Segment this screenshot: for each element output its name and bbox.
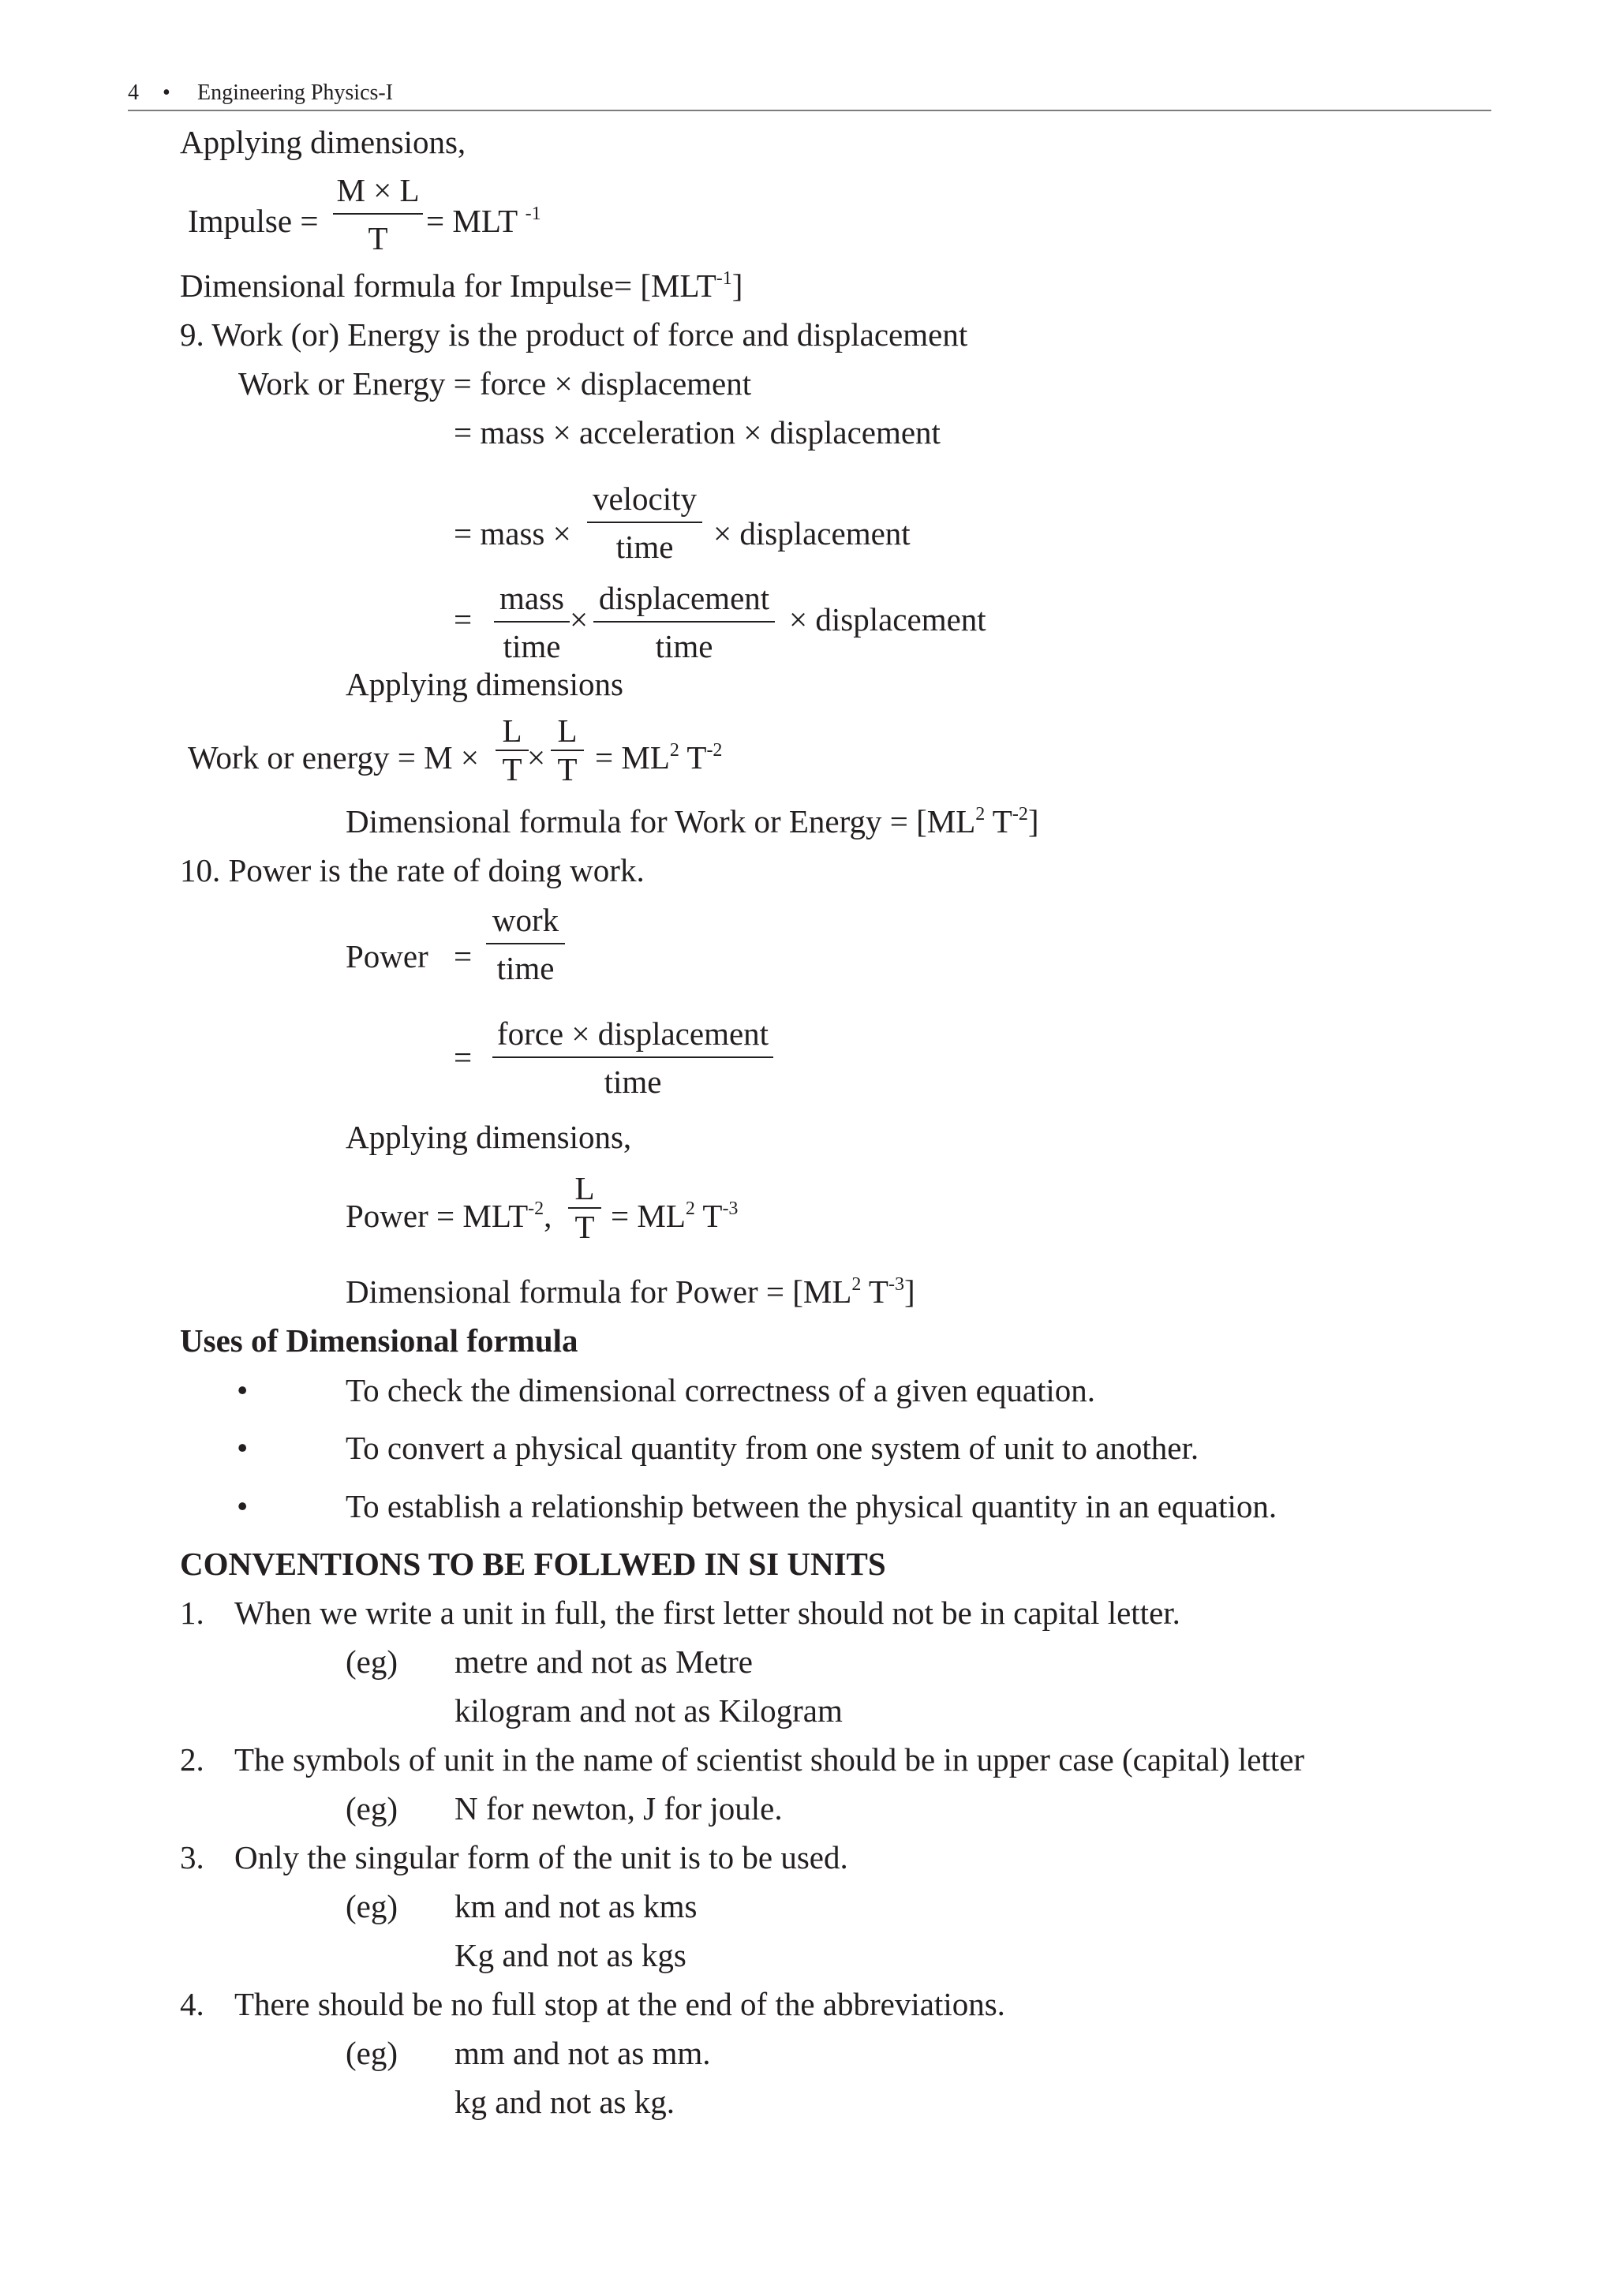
work-line-3-pre: = mass × [454,515,571,552]
work-heading: 9. Work (or) Energy is the product of force and displacement [180,316,968,353]
t-denominator: T [557,751,578,787]
work-line-4-post: × displacement [789,601,986,638]
times-sign: × [527,739,546,776]
list-item: When we write a unit in full, the first letter should not be in capital letter. [234,1595,1180,1631]
example-text: km and not as kms [454,1888,698,1924]
velocity-over-time [587,483,702,563]
list-item-number: 3. [180,1839,204,1875]
mass-numerator: mass [494,582,570,623]
work-applying-dimensions: Applying dimensions [346,666,623,702]
eg-label: (eg) [346,2035,398,2071]
header-bullet: • [163,80,170,105]
list-item: To establish a relationship between the physical quantity in an equation. [346,1488,1277,1524]
eg-label: (eg) [346,1790,398,1827]
example-text: Kg and not as kgs [454,1937,686,1973]
eg-label: (eg) [346,1888,398,1924]
example-text: kg and not as kg. [454,2084,675,2120]
force-displacement-over-time [492,1015,773,1100]
list-item-number: 4. [180,1986,204,2022]
impulse-intro: Applying dimensions, [180,124,466,160]
work-line-1: Work or Energy = force × displacement [238,365,752,402]
list-item: There should be no full stop at the end of the abbreviations. [234,1986,1005,2022]
displacement-numerator: displacement [593,582,775,623]
example-text: mm and not as mm. [454,2035,711,2071]
time-denominator: time [604,1064,662,1100]
list-item: The symbols of unit in the name of scientist should be in upper case (capital) letter [234,1741,1305,1778]
power-heading: 10. Power is the rate of doing work. [180,852,645,888]
l-numerator: L [551,715,584,751]
example-text: N for newton, J for joule. [454,1790,783,1827]
force-displacement-numerator: force × displacement [492,1018,773,1058]
l-over-t [568,1172,601,1243]
work-line-2: = mass × acceleration × displacement [454,414,941,451]
power-applying-dimensions: Applying dimensions, [346,1119,632,1155]
velocity-numerator: velocity [587,483,702,523]
impulse-denominator: T [368,220,388,256]
example-text: kilogram and not as Kilogram [454,1692,843,1729]
l-over-t-2 [551,712,584,787]
displacement-over-time [593,582,775,663]
list-item-number: 2. [180,1741,204,1778]
time-denominator: time [655,628,713,664]
t-denominator: T [502,751,522,787]
l-numerator: L [496,715,529,751]
power-equals-2: = [454,1039,473,1075]
list-item: To check the dimensional correctness of a given equation. [346,1372,1096,1408]
example-text: metre and not as Metre [454,1643,753,1680]
l-numerator: L [568,1172,601,1209]
mass-over-time [494,582,570,663]
impulse-rhs: = MLT $^{-1}$ [426,203,541,239]
list-item: To convert a physical quantity from one system of unit to another. [346,1430,1199,1466]
work-dim-lhs: Work or energy = M × [188,739,479,776]
time-denominator: time [615,529,674,565]
list-bullet: • [237,1372,249,1408]
work-dim-rhs: = $ML^2$ $T^{-2}$ [595,739,723,776]
work-over-time [486,904,565,985]
impulse-lhs: Impulse = [188,203,319,239]
work-dimensional-formula: Dimensional formula for Work or Energy = [$ML^2$ $T^{-2}$] [346,803,1039,839]
list-bullet: • [237,1488,249,1524]
list-bullet: • [237,1430,249,1466]
power-dim-rhs: = $ML^2$ $T^{-3}$ [611,1198,739,1234]
work-line-4-eq: = [454,601,473,638]
work-numerator: work [486,904,565,944]
impulse-dimensional-formula: Dimensional formula for Impulse= $[MLT^{-1}]$ [180,267,743,304]
list-item: Only the singular form of the unit is to be used. [234,1839,848,1875]
eg-label: (eg) [346,1643,398,1680]
conventions-heading: CONVENTIONS TO BE FOLLWED IN SI UNITS [180,1546,886,1582]
power-dim-lhs: Power = $MLT^{-2}$, [346,1198,552,1234]
uses-heading: Uses of Dimensional formula [180,1322,578,1359]
power-lhs: Power [346,938,428,974]
page-number: 4 [128,80,139,105]
power-equals: = [454,938,473,974]
impulse-numerator: M × L [333,174,423,215]
list-item-number: 1. [180,1595,204,1631]
time-denominator: time [496,950,555,986]
impulse-fraction [333,174,423,255]
book-title: Engineering Physics-I [197,80,394,105]
times-sign: × [570,601,589,638]
work-line-3-post: × displacement [713,515,911,552]
power-dimensional-formula: Dimensional formula for Power = [$ML^2$ $T^{-3}$] [346,1273,915,1310]
header-rule [128,110,1491,111]
l-over-t-1 [496,712,529,787]
t-denominator: T [574,1209,595,1245]
time-denominator: time [503,628,561,664]
